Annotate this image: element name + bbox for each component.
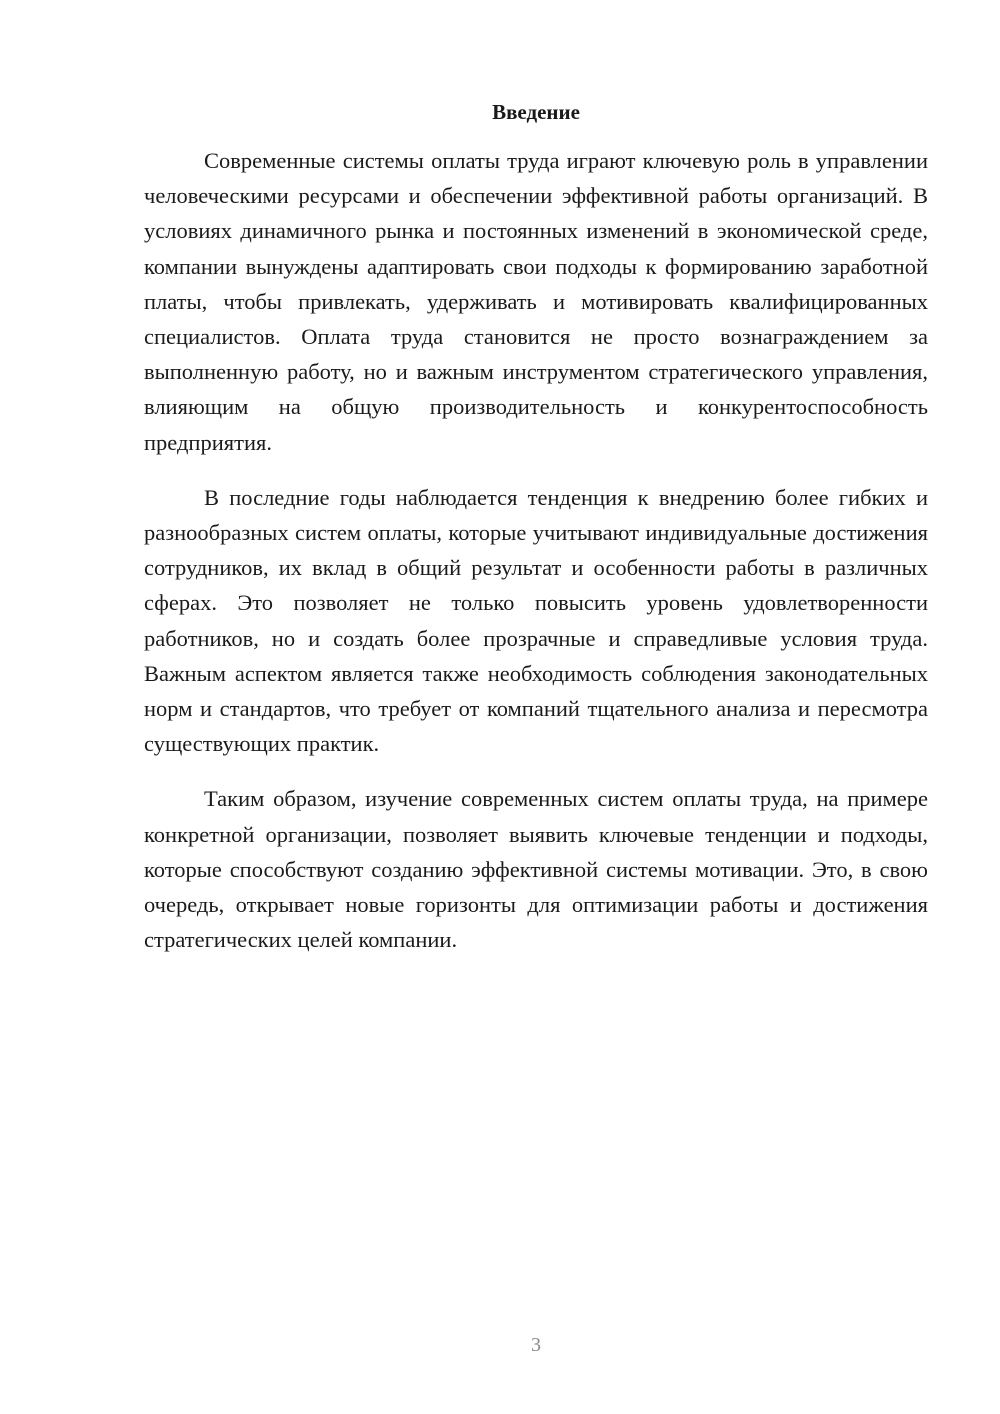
- paragraph-2: В последние годы наблюдается тенденция к внедрению более гибких и разнообразных систем оплаты, которые учитывают индивидуальные достижения сотрудников, их вклад в общий результат и особенности работы в различных сферах. Это позволяет не только повысить уровень удовлетворенности работников, но и создать более прозрачные и справедливые условия труда. Важным аспектом является также необходимость соблюдения законодательных норм и стандартов, что требует от компаний тщательного анализа и пересмотра существующих практик.: [144, 484, 928, 757]
- paragraph-1: Современные системы оплаты труда играют ключевую роль в управлении человеческими ресурсами и обеспечении эффективной работы организаций. В условиях динамичного рынка и постоянных изменений в экономической среде, компании вынуждены адаптировать свои подходы к формированию заработной платы, чтобы привлекать, удерживать и мотивировать квалифицированных специалистов. Оплата труда становится не просто вознаграждением за выполненную работу, но и важным инструментом стратегического управления, влияющим на общую производительность и конкурентоспособность предприятия.: [144, 148, 928, 455]
- body-text: [144, 143, 928, 977]
- section-heading: Введение: [492, 100, 580, 124]
- paragraph-3: Таким образом, изучение современных систем оплаты труда, на примере конкретной организации, позволяет выявить ключевые тенденции и подходы, которые способствуют созданию эффективной системы мотивации. Это, в свою очередь, открывает новые горизонты для оптимизации работы и достижения стратегических целей компании.: [144, 786, 928, 953]
- page-number: 3: [531, 1334, 541, 1356]
